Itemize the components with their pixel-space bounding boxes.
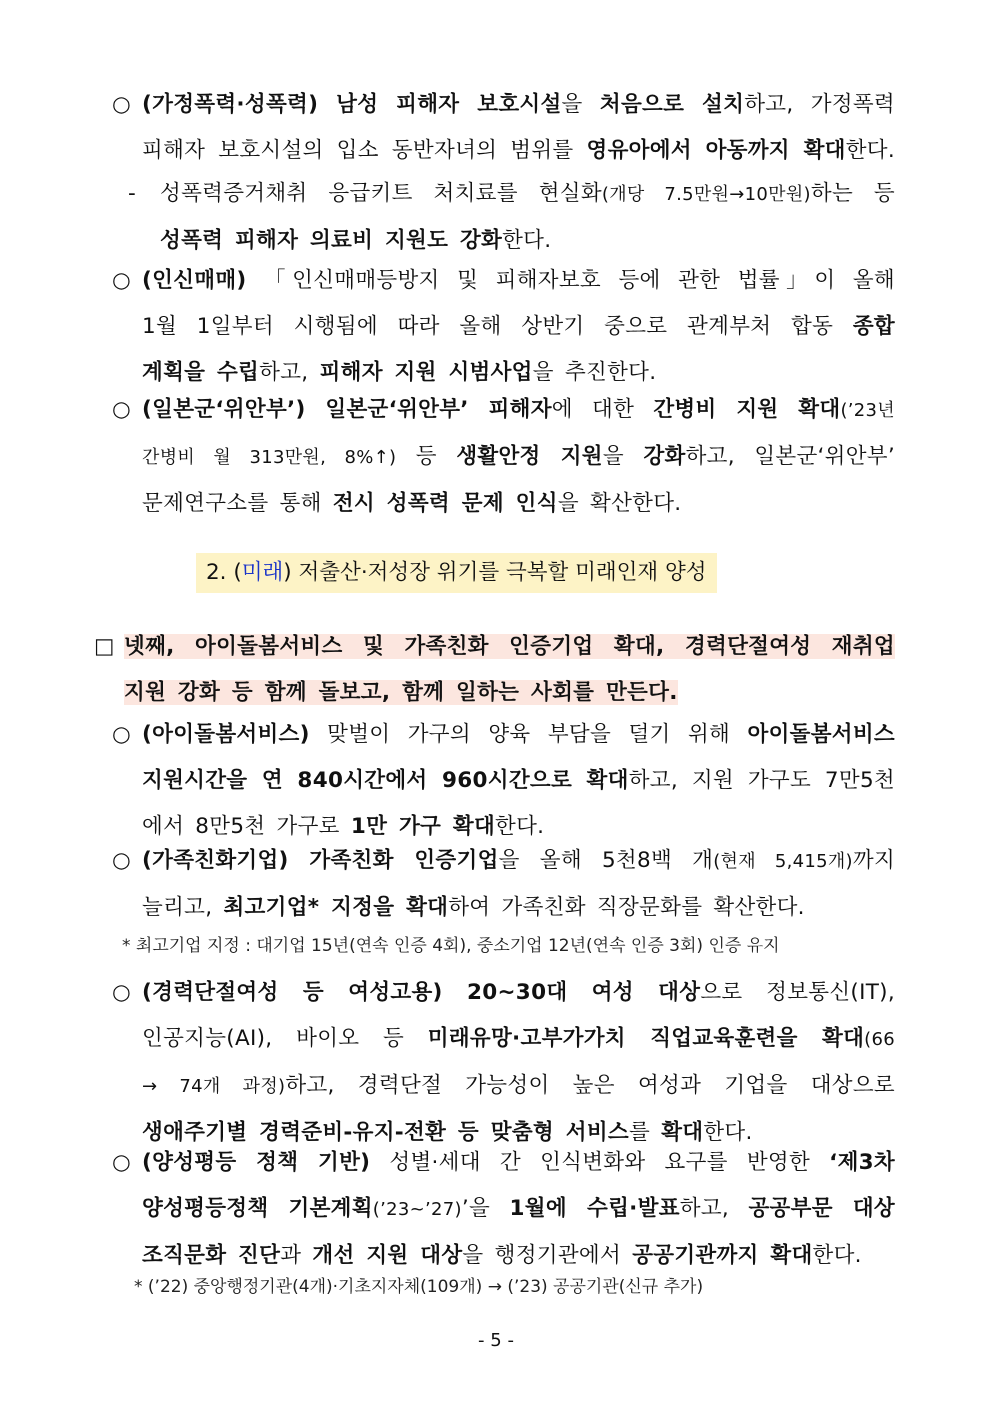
section-heading: 2. (미래) 저출산·저성장 위기를 극복할 미래인재 양성	[196, 553, 717, 593]
text-run: 하고, 경력단절 가능성이 높은 여성과 기업을 대상으로	[285, 1073, 895, 1098]
bold-text: 최고기업* 지정을 확대	[223, 895, 449, 920]
bold-text: (가정폭력·성폭력)	[142, 92, 319, 117]
paragraph-comfort-women	[142, 387, 895, 527]
bold-text: 성폭력 피해자 의료비 지원도 강화	[160, 228, 503, 253]
text-run: 을	[561, 92, 600, 117]
text-line	[142, 1140, 895, 1186]
text-run: (’23~’27)	[372, 1199, 462, 1220]
text-line: 지원 강화 등 함께 돌보고, 함께 일하는 사회를 만든다.	[124, 680, 678, 705]
footnote-top-company: * 최고기업 지정 : 대기업 15년(연속 인증 4회), 중소기업 12년(연속 인증 3회) 인증 유지	[122, 936, 780, 956]
bold-text: (가족친화기업)	[142, 848, 289, 873]
bold-text: 개선 지원 대상	[312, 1243, 463, 1268]
bold-text: 강화	[643, 444, 686, 469]
text-run: 1월 1일부터 시행됨에 따라 올해 상반기 중으로 관계부처 합동	[142, 314, 853, 339]
text-run: 한다.	[502, 228, 552, 253]
bold-text: 1월에 수립·발표	[509, 1196, 680, 1221]
text-run: 등	[396, 444, 457, 469]
text-run: 하고,	[679, 1196, 749, 1221]
text-run: 에 대한	[551, 397, 654, 422]
text-run: 을 확산한다.	[557, 491, 682, 516]
text-line	[142, 1186, 895, 1233]
sub-paragraph-medical-support	[160, 171, 895, 264]
paragraph-women-employment	[142, 970, 895, 1156]
bold-text: (인신매매)	[142, 268, 247, 293]
text-run: 한다.	[703, 1120, 753, 1145]
bullet: ○	[112, 268, 132, 293]
text-run: 한다.	[495, 814, 545, 839]
text-run: 피해자 보호시설의 입소 동반자녀의 범위를	[142, 138, 587, 163]
text-run: 를	[628, 1120, 662, 1145]
bold-text: 확대	[661, 1120, 704, 1145]
text-line	[142, 885, 895, 931]
text-run: (현재 5,415개)	[713, 851, 853, 872]
text-run: 에서 8만5천 가구로	[142, 814, 351, 839]
bold-text: 생애주기별 경력준비-유지-전환 등 맞춤형 서비스	[142, 1120, 629, 1145]
text-run: 하고, 일본군‘위안부’	[685, 444, 895, 469]
bullet: ○	[112, 722, 132, 747]
box-heading	[124, 624, 895, 716]
page-number: - 5 -	[478, 1330, 514, 1351]
bullet: ○	[112, 980, 132, 1005]
heading-keyword: 미래	[241, 560, 284, 585]
text-run: 을 행정기관에서	[462, 1243, 633, 1268]
text-run: 하여 가족친화 직장문화를 확산한다.	[448, 895, 805, 920]
text-run: 성별·세대 간 인식변화와 요구를 반영한	[370, 1150, 830, 1175]
text-line	[142, 128, 895, 174]
bullet: ○	[112, 397, 132, 422]
text-run: 하는 등	[810, 181, 895, 206]
bold-text: 공공기관까지 확대	[632, 1243, 813, 1268]
text-run: 늘리고,	[142, 895, 224, 920]
bold-text: (경력단절여성 등 여성고용)	[142, 980, 443, 1005]
bold-text: 아이돌봄서비스	[747, 722, 895, 747]
text-run: ’을	[461, 1196, 510, 1221]
bold-text: (일본군‘위안부’)	[142, 397, 306, 422]
bold-text: 남성 피해자 보호시설	[318, 92, 562, 117]
text-line	[142, 304, 895, 350]
text-run: 간병비 월 313만원, 8%↑)	[142, 447, 397, 468]
bullet: ○	[112, 92, 132, 117]
text-line	[142, 434, 895, 481]
bold-text: 피해자 지원 시범사업	[319, 360, 533, 385]
text-line	[142, 838, 895, 885]
text-run: → 74개 과정)	[142, 1076, 286, 1097]
text-line	[142, 387, 895, 434]
bold-text: 조직문화 진단	[142, 1243, 281, 1268]
text-line	[142, 712, 895, 758]
bold-text: 생활안정 지원	[456, 444, 603, 469]
text-line	[142, 758, 895, 804]
bold-text: 종합	[852, 314, 895, 339]
bullet: ○	[112, 1150, 132, 1175]
text-run: 까지	[852, 848, 896, 873]
text-line	[142, 481, 895, 527]
bold-text: (양성평등 정책 기반)	[142, 1150, 371, 1175]
text-run: 맞벌이 가구의 양육 부담을 덜기 위해	[309, 722, 748, 747]
bullet: ○	[112, 848, 132, 873]
text-run: 하고, 지원 가구도 7만5천	[628, 768, 895, 793]
text-run: 한다.	[812, 1243, 862, 1268]
paragraph-family-friendly	[142, 838, 895, 931]
bold-text: 미래유망·고부가가치 직업교육훈련을 확대	[427, 1026, 865, 1051]
text-line	[142, 1063, 895, 1110]
paragraph-childcare-service	[142, 712, 895, 850]
text-run: (’23년	[840, 400, 895, 421]
text-run: (개당 7.5만원→10만원)	[601, 184, 811, 205]
text-line: 넷째, 아이돌봄서비스 및 가족친화 인증기업 확대, 경력단절여성 재취업	[124, 634, 895, 659]
text-run: 문제연구소를 통해	[142, 491, 333, 516]
bold-text: 지원시간을 연 840시간에서 960시간으로 확대	[142, 768, 629, 793]
text-run: 과	[280, 1243, 313, 1268]
paragraph-human-trafficking	[142, 258, 895, 396]
text-run: 하고,	[259, 360, 320, 385]
text-run: 을	[602, 444, 644, 469]
bold-text: 양성평등정책 기본계획	[142, 1196, 373, 1221]
bold-text: 공공부문 대상	[748, 1196, 895, 1221]
footnote-public-agency: * (’22) 중앙행정기관(4개)·기초지자체(109개) → (’23) 공공기관(신규 추가)	[134, 1277, 704, 1297]
checkbox-marker: □	[94, 634, 115, 659]
bold-text: ‘제3차	[829, 1150, 895, 1175]
text-line	[142, 1016, 895, 1063]
text-run: 하고, 가정폭력	[744, 92, 896, 117]
text-run: 인공지능(AI), 바이오 등	[142, 1026, 428, 1051]
text-line	[142, 258, 895, 304]
text-line	[160, 171, 895, 218]
text-run: 한다.	[845, 138, 895, 163]
bold-text: 계획을 수립	[142, 360, 260, 385]
bold-text: 20~30대 여성 대상	[442, 980, 701, 1005]
text-line	[142, 82, 895, 128]
paragraph-gender-equality	[142, 1140, 895, 1279]
dash-marker: -	[128, 181, 137, 206]
text-run: 을 올해 5천8백 개	[498, 848, 714, 873]
text-line	[142, 970, 895, 1016]
bold-text: 간병비 지원 확대	[653, 397, 841, 422]
bold-text: 처음으로 설치	[599, 92, 745, 117]
text-run: (66	[864, 1029, 895, 1050]
paragraph-domestic-violence	[142, 82, 895, 174]
text-run: 을 추진한다.	[532, 360, 657, 385]
bold-text: 전시 성폭력 문제 인식	[332, 491, 558, 516]
text-run: 성폭력증거채취 응급키트 처치료를 현실화	[160, 181, 602, 206]
bold-text: 1만 가구 확대	[350, 814, 496, 839]
text-run: 「인신매매등방지 및 피해자보호 등에 관한 법률」이 올해	[246, 268, 895, 293]
bold-text: 영유아에서 아동까지 확대	[586, 138, 846, 163]
bold-text: 일본군‘위안부’ 피해자	[305, 397, 552, 422]
bold-text: 가족친화 인증기업	[288, 848, 499, 873]
bold-text: (아이돌봄서비스)	[142, 722, 310, 747]
text-run: 으로 정보통신(IT),	[700, 980, 895, 1005]
